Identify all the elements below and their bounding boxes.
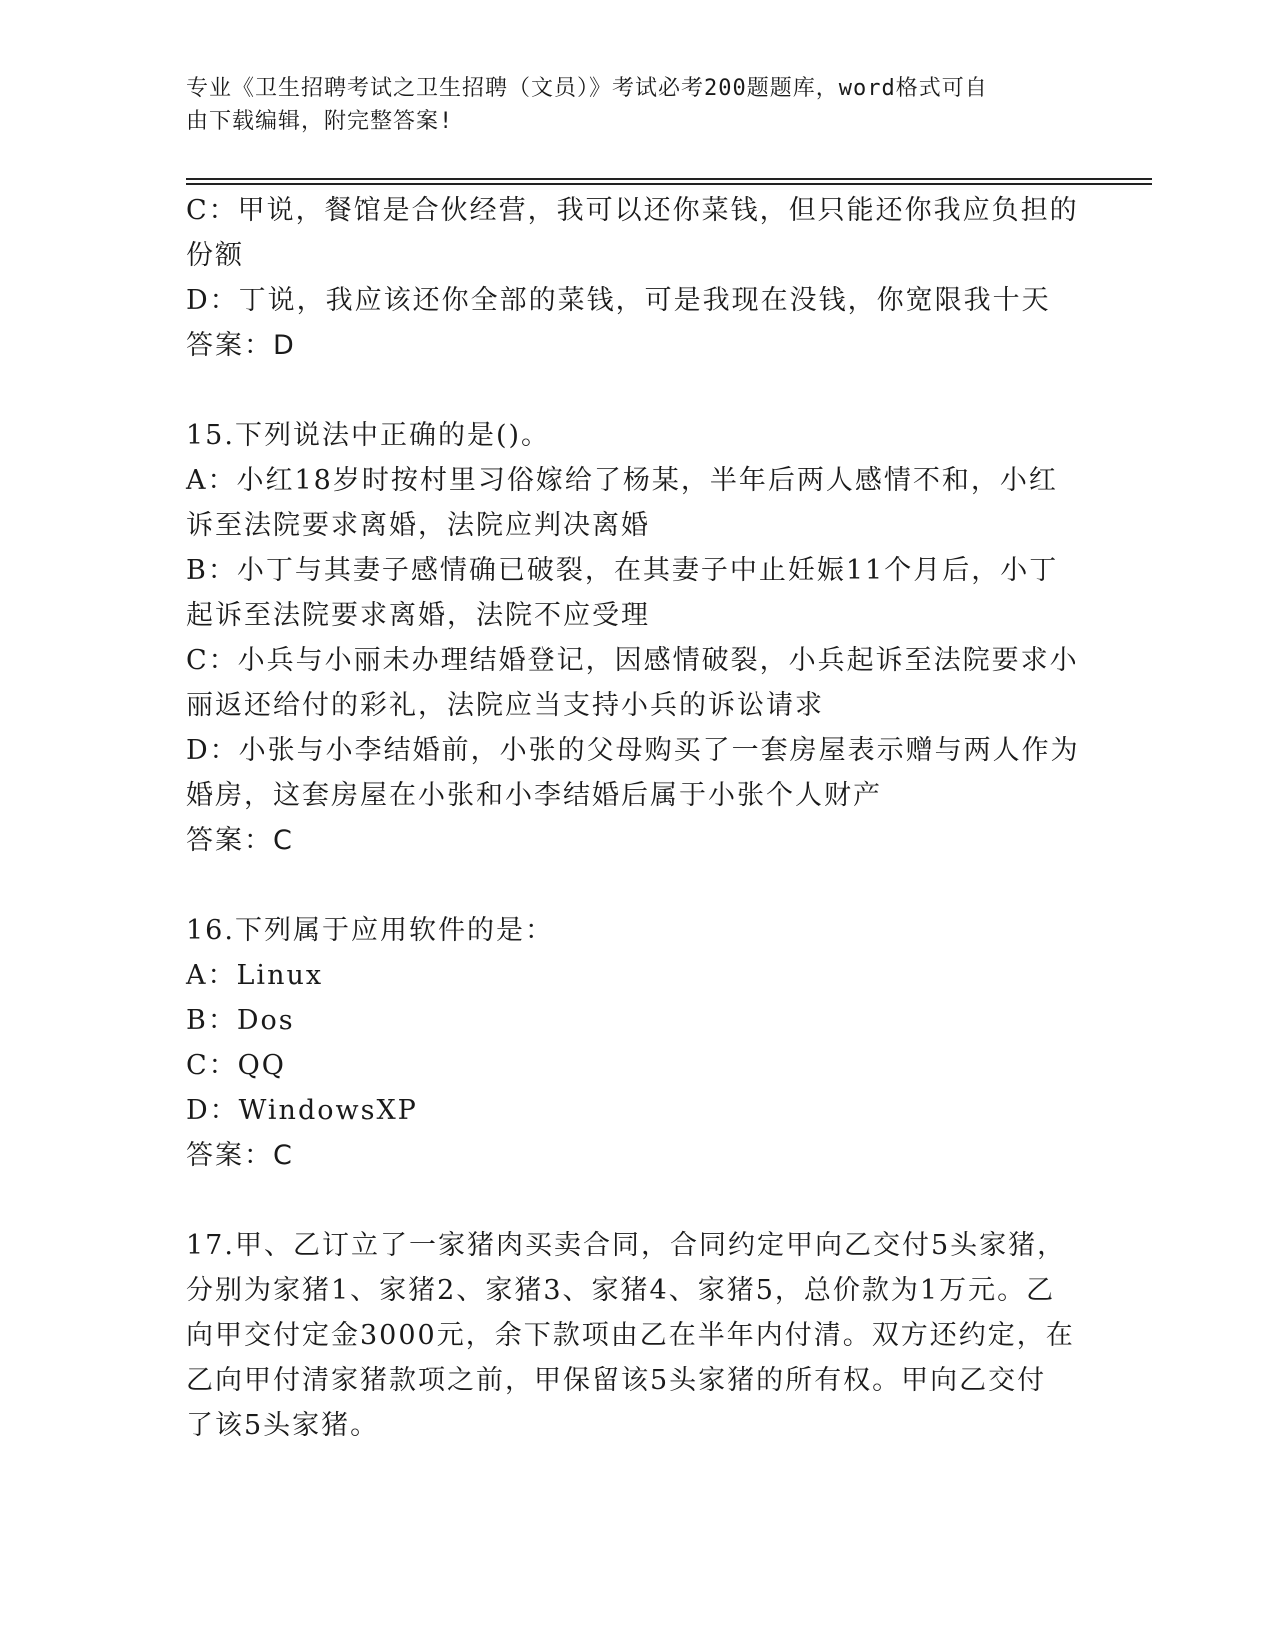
- option-a-continuation: 诉至法院要求离婚，法院应判决离婚: [186, 510, 650, 541]
- question-15: [186, 413, 1086, 863]
- question-14-tail: [186, 188, 1086, 368]
- option-b-continuation: 起诉至法院要求离婚，法院不应受理: [186, 600, 650, 631]
- header-line: 专业《卫生招聘考试之卫生招聘（文员）》考试必考200题题库，word格式可自: [186, 76, 988, 101]
- question-stem: 17.甲、乙订立了一家猪肉买卖合同，合同约定甲向乙交付5头家猪，: [186, 1230, 1067, 1261]
- question-17: [186, 1223, 1086, 1448]
- header-line: 由下载编辑，附完整答案!: [186, 109, 454, 134]
- answer: 答案：D: [186, 330, 296, 361]
- spacer: [186, 863, 1086, 908]
- option-a: A：小红18岁时按村里习俗嫁给了杨某，半年后两人感情不和，小红: [186, 465, 1058, 496]
- option-c: C：甲说，餐馆是合伙经营，我可以还你菜钱，但只能还你我应负担的: [186, 195, 1079, 226]
- question-stem-continuation: 向甲交付定金3000元，余下款项由乙在半年内付清。双方还约定，在: [186, 1320, 1075, 1351]
- option-b: B：小丁与其妻子感情确已破裂，在其妻子中止妊娠11个月后，小丁: [186, 555, 1059, 586]
- option-c-continuation: 份额: [186, 240, 244, 271]
- document-body: [186, 188, 1086, 1448]
- option-c-continuation: 丽返还给付的彩礼，法院应当支持小兵的诉讼请求: [186, 690, 824, 721]
- header-divider: [186, 183, 1152, 185]
- answer: 答案：C: [186, 825, 294, 856]
- question-stem: 16.下列属于应用软件的是：: [186, 915, 554, 946]
- option-a: A：Linux: [186, 960, 324, 991]
- question-stem: 15.下列说法中正确的是()。: [186, 420, 551, 451]
- option-d: D：WindowsXP: [186, 1095, 418, 1126]
- option-c: C：小兵与小丽未办理结婚登记，因感情破裂，小兵起诉至法院要求小: [186, 645, 1079, 676]
- header-divider: [186, 178, 1152, 180]
- option-b: B：Dos: [186, 1005, 295, 1036]
- option-d-continuation: 婚房，这套房屋在小张和小李结婚后属于小张个人财产: [186, 780, 882, 811]
- option-d: D：小张与小李结婚前，小张的父母购买了一套房屋表示赠与两人作为: [186, 735, 1080, 766]
- option-c: C：QQ: [186, 1050, 286, 1081]
- answer: 答案：C: [186, 1140, 294, 1171]
- option-d: D：丁说，我应该还你全部的菜钱，可是我现在没钱，你宽限我十天: [186, 285, 1051, 316]
- question-stem-continuation: 乙向甲付清家猪款项之前，甲保留该5头家猪的所有权。甲向乙交付: [186, 1365, 1047, 1396]
- question-stem-continuation: 了该5头家猪。: [186, 1410, 380, 1441]
- spacer: [186, 1178, 1086, 1223]
- spacer: [186, 368, 1086, 413]
- question-16: [186, 908, 1086, 1178]
- document-header: [186, 72, 1066, 138]
- question-stem-continuation: 分别为家猪1、家猪2、家猪3、家猪4、家猪5，总价款为1万元。乙: [186, 1275, 1056, 1306]
